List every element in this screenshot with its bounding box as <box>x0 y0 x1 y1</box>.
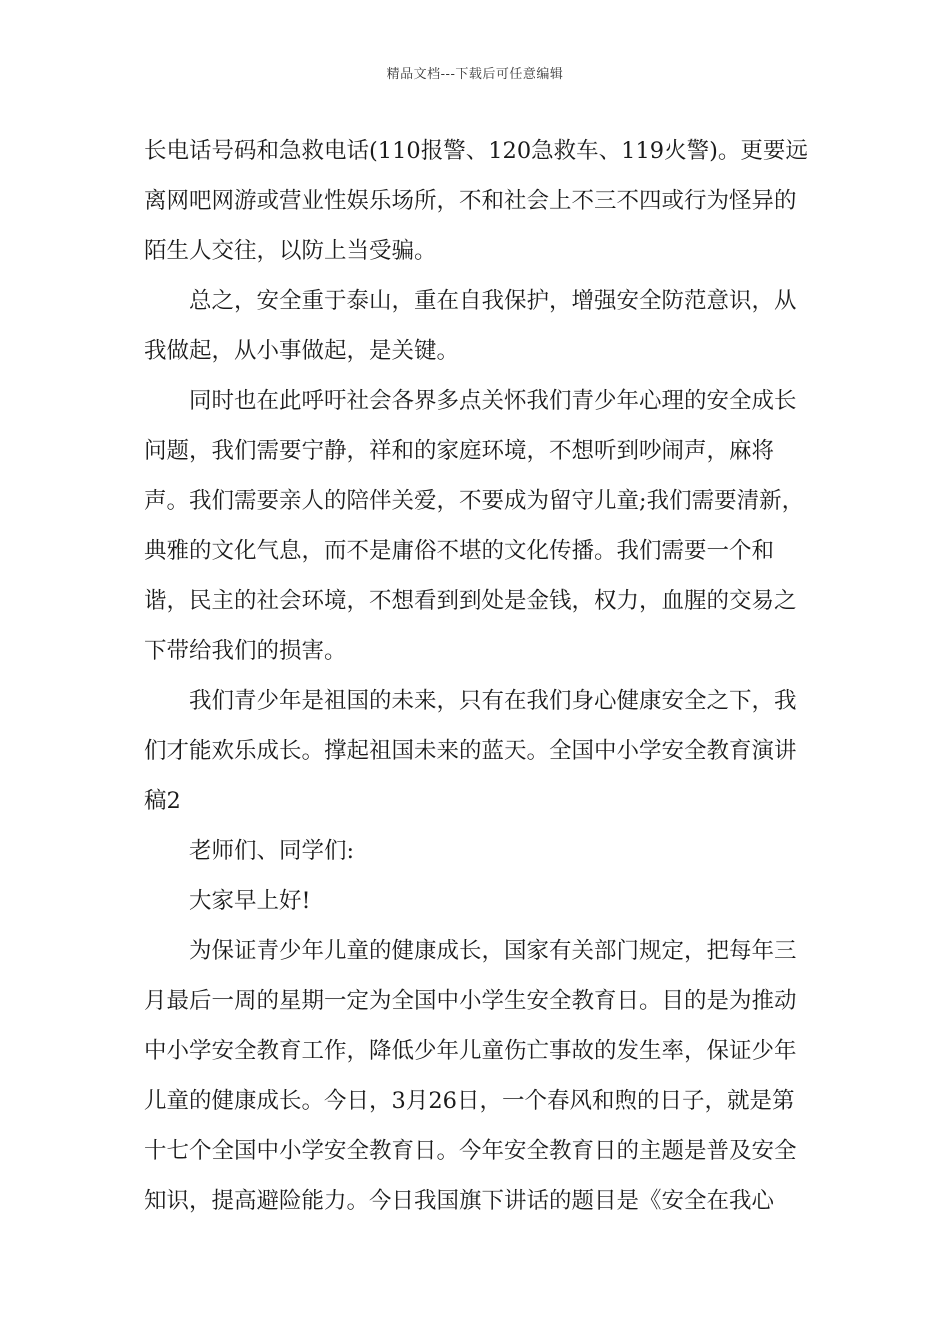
paragraph-5: 老师们、同学们: <box>189 838 355 864</box>
document-body <box>144 126 814 1226</box>
paragraph-2: 总之，安全重于泰山，重在自我保护，增强安全防范意识，从我做起，从小事做起，是关键。 <box>144 288 797 364</box>
paragraph-1: 长电话号码和急救电话(110报警、120急救车、119火警)。更要远离网吧网游或营业性娱乐场所，不和社会上不三不四或行为怪异的陌生人交往，以防上当受骗。 <box>144 138 808 264</box>
page-header: 精品文档---下载后可任意编辑 <box>386 67 564 82</box>
paragraph-3: 同时也在此呼吁社会各界多点关怀我们青少年心理的安全成长问题，我们需要宁静，祥和的家庭环境，不想听到吵闹声，麻将声。我们需要亲人的陪伴关爱，不要成为留守儿童;我们需要清新，典雅的文化气息，而不是庸俗不堪的文化传播。我们需要一个和谐，民主的社会环境，不想看到到处是金钱，权力，血腥的交易之下带给我们的损害。 <box>144 388 805 664</box>
paragraph-6: 大家早上好! <box>189 888 311 914</box>
paragraph-7: 为保证青少年儿童的健康成长，国家有关部门规定，把每年三月最后一周的星期一定为全国中小学生安全教育日。目的是为推动中小学安全教育工作，降低少年儿童伤亡事故的发生率，保证少年儿童的健康成长。今日，3月26日，一个春风和煦的日子，就是第十七个全国中小学安全教育日。今年安全教育日的主题是普及安全知识，提高避险能力。今日我国旗下讲话的题目是《安全在我心 <box>144 938 797 1214</box>
paragraph-4: 我们青少年是祖国的未来，只有在我们身心健康安全之下，我们才能欢乐成长。撑起祖国未来的蓝天。全国中小学安全教育演讲稿2 <box>144 688 797 814</box>
